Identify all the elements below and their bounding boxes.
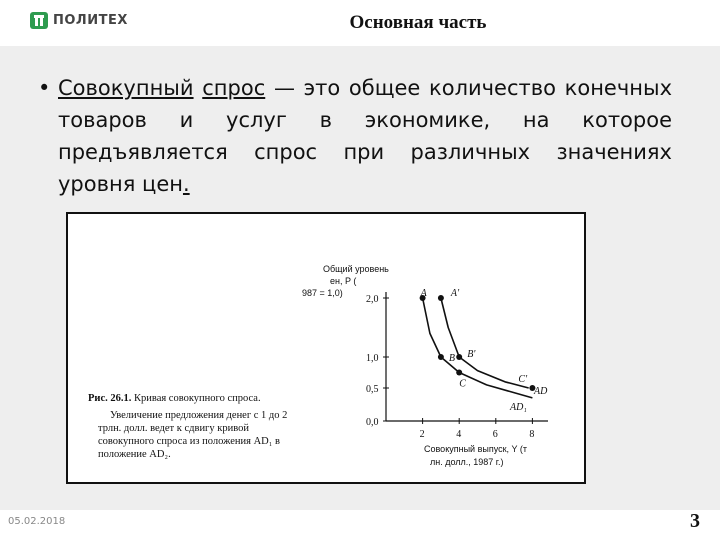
y-tick-label: 1,0 [366,353,379,364]
point-B-prime [456,354,462,360]
figure-number: Рис. 26.1. [88,393,132,404]
point-label: B' [467,349,476,360]
x-axis-label-line-2: лн. долл., 1987 г.) [430,457,504,467]
point-C [456,370,462,376]
point-label: A' [450,288,460,299]
curve-label-ad: AD [534,386,548,397]
footer-date: 05.02.2018 [8,516,66,527]
y-tick-label: 0,5 [366,384,379,395]
y-axis-label-line-2: ен, P ( [330,276,357,286]
point-label: A [420,288,427,299]
x-tick-label: 6 [492,429,498,440]
y-tick-label: 0,0 [366,417,379,428]
x-tick-label: 2 [419,429,425,440]
bullet-marker: • [38,76,51,100]
x-tick-label: 8 [529,429,535,440]
logo [30,12,128,29]
page-number: 3 [690,510,700,532]
term-word-1: Совокупный [58,76,194,100]
curve-label-ad1: AD₁ [510,402,527,413]
definition-text: — это общее количество конечных товаров и услуг в экономике, на которое предъявляется спрос при различных значениях уровня цен [58,76,672,196]
figure-title: Кривая совокупного спроса. [134,393,261,404]
term-word-2: спрос [202,76,266,100]
y-axis-label-line-1: Общий уровень [323,264,389,274]
point-label: C' [518,374,528,385]
x-axis-label-line-1: Совокупный выпуск, Y (т [424,444,527,454]
aggregate-demand-chart [68,214,584,482]
y-tick-label: 2,0 [366,294,379,305]
point-B [438,354,444,360]
politech-logo-icon [30,12,48,29]
logo-text: ПОЛИТЕХ [53,13,128,28]
bullet-paragraph [38,72,672,200]
curve-ad [441,298,529,388]
definition-end: . [182,172,190,196]
slide-title: Основная часть [349,12,487,33]
figure-image [66,212,586,484]
point-label: B [448,353,456,364]
y-axis-label-line-3: 987 = 1,0) [302,288,343,298]
x-tick-label: 4 [456,429,462,440]
point-label: C [459,378,466,390]
curve-ad1 [423,298,533,398]
figure-description: Увеличение предложения денег с 1 до 2 трлн. долл. ведет к сдвигу кривой совокупного спроса из положения AD₁ в положение AD₂. [98,410,288,460]
slide-header [0,0,720,46]
point-A-prime [438,295,444,301]
